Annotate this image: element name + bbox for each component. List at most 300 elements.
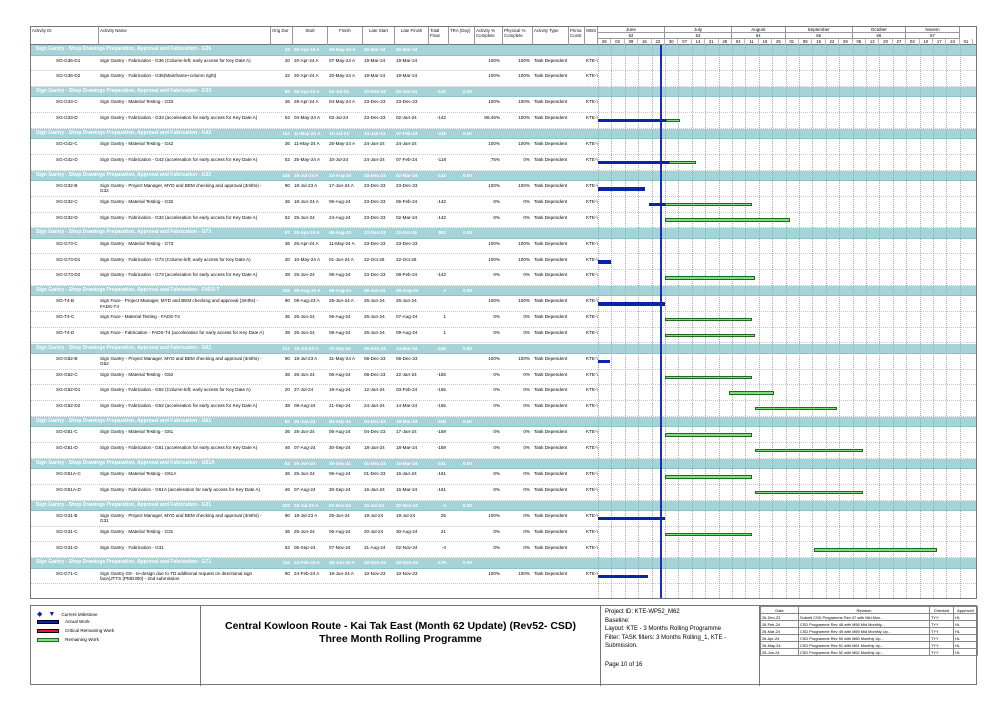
activity-row[interactable] bbox=[31, 239, 977, 255]
late-start-cell: 19-Mar-24 bbox=[364, 47, 386, 52]
finish-cell: 24-Aug-24 bbox=[329, 214, 351, 220]
group-header-row[interactable] bbox=[31, 459, 977, 470]
tra-cell: 0.00 bbox=[463, 230, 472, 236]
total-float-cell: -161 bbox=[436, 460, 446, 466]
start-cell: 25-Jun-24 bbox=[294, 418, 316, 424]
group-name: Sign Gantry - Shop Drawings Preparation, Approval and Fabrication - G31 bbox=[36, 501, 212, 508]
title-line-1: Central Kowloon Route - Kai Tak East (Month 62 Update) (Rev52- CSD) bbox=[224, 620, 576, 632]
total-float-cell: -142 bbox=[436, 172, 446, 178]
actual-work-bar[interactable] bbox=[598, 360, 610, 364]
late-finish-cell: 02-Jan-24 bbox=[396, 115, 417, 121]
remaining-work-bar[interactable] bbox=[665, 276, 755, 280]
orig-dur-cell: 90 bbox=[284, 183, 290, 189]
activity-row[interactable] bbox=[31, 469, 977, 485]
revision-row bbox=[761, 628, 978, 635]
rev-col-checked: Checked bbox=[930, 607, 954, 614]
physical-pct-cell: 0% bbox=[523, 329, 530, 335]
gantt-gridline bbox=[786, 45, 787, 599]
programme-title bbox=[201, 606, 601, 686]
total-float-cell bbox=[429, 56, 447, 71]
late-start-cell: 18-Jan-24 bbox=[364, 445, 385, 450]
physical-pct-cell: 0% bbox=[523, 214, 530, 220]
revision-row bbox=[761, 621, 978, 628]
wbs-cell: KTE-\ bbox=[586, 240, 598, 246]
late-start-cell: 23-Dec-23 bbox=[364, 99, 386, 105]
activity-pct-cell: 100% bbox=[488, 141, 500, 147]
group-header-row[interactable] bbox=[31, 45, 977, 56]
physical-pct-cell: 100% bbox=[518, 183, 530, 189]
group-header-row[interactable] bbox=[31, 87, 977, 98]
timeline-week: 27 bbox=[893, 39, 906, 45]
start-cell: 26-Apr-24 A bbox=[294, 99, 319, 105]
actual-work-bar[interactable] bbox=[598, 161, 669, 165]
activity-name-cell: Sign Gantry - Fabrication - G31 bbox=[100, 544, 164, 550]
timeline-week: 25 bbox=[772, 39, 785, 45]
late-start-cell: 31-Aug-24 bbox=[364, 544, 386, 550]
schedule-sheet bbox=[30, 26, 977, 599]
actual-work-bar[interactable] bbox=[598, 302, 665, 306]
remaining-work-bar[interactable] bbox=[669, 161, 696, 165]
start-cell: 25-Jun-24 bbox=[294, 471, 315, 477]
col-activity-name[interactable]: Activity Name bbox=[99, 27, 271, 45]
activity-id-cell: SG-G61A-D bbox=[56, 486, 81, 492]
late-start-cell: 23-Dec-23 bbox=[364, 214, 386, 220]
tra-cell: 0.00 bbox=[463, 345, 472, 351]
physical-pct-cell: 0% bbox=[523, 486, 530, 492]
late-finish-cell: 19-Mar-24 bbox=[396, 47, 418, 52]
activity-id-cell: SG-G73-C bbox=[56, 240, 78, 246]
finish-cell: 20-May-24 A bbox=[329, 73, 356, 79]
baseline: Baseline: bbox=[605, 617, 630, 624]
activity-name-cell: Sign Gantry - Fabrication - G62 (Column-left; early access for Key Date A) bbox=[100, 387, 251, 393]
remaining-work-bar[interactable] bbox=[755, 407, 837, 411]
activity-row[interactable] bbox=[31, 155, 977, 171]
orig-dur-cell: 38 bbox=[284, 272, 290, 278]
orig-dur-cell: 46 bbox=[284, 486, 290, 492]
actual-work-bar[interactable] bbox=[598, 119, 666, 123]
activity-type-cell: Task Dependent bbox=[534, 115, 568, 121]
activity-name-cell: Sign Gantry - Material Testing - G33 bbox=[100, 99, 174, 105]
orig-dur-cell: 90 bbox=[284, 298, 290, 304]
timeline-week: 10 bbox=[920, 39, 933, 45]
orig-dur-cell: 52 bbox=[284, 115, 290, 121]
gantt-gridline bbox=[665, 45, 666, 599]
activity-type-cell: Task Dependent bbox=[534, 214, 568, 220]
revision-cell: HL bbox=[954, 621, 978, 628]
activity-row[interactable] bbox=[31, 139, 977, 155]
start-cell: 25-Jun-24 bbox=[294, 314, 315, 320]
late-start-cell: 04-Dec-23 bbox=[364, 429, 386, 435]
start-cell: 20-Apr-24 A bbox=[294, 57, 319, 63]
start-cell: 18-Jul-23 A bbox=[294, 513, 318, 519]
late-finish-cell: 22-Oct-26 bbox=[396, 256, 417, 262]
late-finish-cell: 07-Feb-24 bbox=[396, 157, 418, 162]
orig-dur-cell: 32 bbox=[284, 73, 290, 79]
remaining-work-bar[interactable] bbox=[665, 318, 752, 322]
remaining-work-bar[interactable] bbox=[665, 475, 752, 479]
late-start-cell: 24-Jan-24 bbox=[364, 157, 385, 162]
activity-row[interactable] bbox=[31, 427, 977, 443]
orig-dur-cell: 38 bbox=[284, 403, 290, 409]
activity-row[interactable] bbox=[31, 181, 977, 197]
activity-id-cell: SG-G61-D bbox=[56, 445, 78, 450]
activity-row[interactable] bbox=[31, 511, 977, 527]
revision-cell: TYY bbox=[930, 621, 954, 628]
remaining-work-bar[interactable] bbox=[665, 218, 790, 222]
activity-name-cell: Sign Gantry - Fabrication - G42 (acceleration for early access for Key Date A) bbox=[100, 157, 258, 162]
activity-row[interactable] bbox=[31, 312, 977, 328]
wbs-cell: KTE-\ bbox=[586, 314, 598, 320]
tra-cell bbox=[449, 113, 473, 128]
gantt-gridline bbox=[759, 45, 760, 599]
late-start-cell: 08-Dec-23 bbox=[364, 356, 386, 361]
activity-type-cell: Task Dependent bbox=[534, 329, 568, 335]
gantt-gridline bbox=[839, 45, 840, 599]
tra-cell bbox=[449, 270, 473, 285]
late-start-cell: 24-Jan-24 bbox=[364, 130, 386, 136]
legend-critical: Critical Remaining Work bbox=[37, 628, 114, 633]
activity-id-cell: SG-G32-D bbox=[56, 214, 78, 220]
late-finish-cell: 24-Jan-24 bbox=[396, 141, 417, 147]
actual-work-bar[interactable] bbox=[598, 187, 645, 191]
group-header-row[interactable] bbox=[31, 228, 977, 239]
late-finish-cell: 02-Nov-24 bbox=[396, 544, 418, 550]
gantt-gridline bbox=[879, 45, 880, 599]
activity-name-cell: Sign Gantry - Fabrication - G36(Mainframe+column right) bbox=[100, 73, 217, 79]
gantt-gridline bbox=[772, 45, 773, 599]
group-header-row[interactable] bbox=[31, 344, 977, 355]
revision-cell: HL bbox=[954, 649, 978, 656]
activity-type-cell: Task Dependent bbox=[534, 183, 568, 189]
activity-row[interactable] bbox=[31, 197, 977, 213]
total-float-cell bbox=[429, 139, 447, 154]
timeline-month-number: 66 bbox=[853, 33, 907, 39]
late-start-cell: 20-Jul-24 bbox=[364, 528, 384, 534]
wbs-cell: KTE-\ bbox=[586, 445, 598, 450]
physical-pct-cell: 0% bbox=[523, 429, 530, 435]
revision-table bbox=[759, 606, 978, 686]
col-activity-id[interactable]: Activity ID bbox=[31, 27, 99, 45]
late-start-cell: 19-Mar-24 bbox=[364, 57, 386, 63]
col-finish[interactable]: Finish bbox=[328, 27, 363, 45]
late-finish-cell: 18-Mar-24 bbox=[396, 418, 418, 424]
start-cell: 18-Jul-23 A bbox=[294, 183, 318, 189]
tra-cell: 0.00 bbox=[463, 418, 472, 424]
col-primary-const[interactable]: Prima Const bbox=[569, 27, 585, 45]
group-header-row[interactable] bbox=[31, 501, 977, 512]
layout-name: Layout: KTE - 3 Months Rolling Programme bbox=[605, 626, 722, 632]
gantt-gridline bbox=[826, 45, 827, 599]
wbs-cell: KTE-\ bbox=[586, 183, 598, 189]
activity-name-cell: Sign Face - Fabrication - FADS-T4 (acceleration for early access for Key Date A) bbox=[100, 329, 264, 335]
late-finish-cell: 19-Mar-24 bbox=[396, 57, 418, 63]
remaining-work-bar[interactable] bbox=[665, 533, 752, 537]
group-name: Sign Gantry - Shop Drawings Preparation, Approval and Fabrication - G62 bbox=[36, 344, 212, 351]
late-finish-cell: 18-Mar-24 bbox=[396, 445, 418, 450]
activity-row[interactable] bbox=[31, 213, 977, 229]
col-start[interactable]: Start bbox=[293, 27, 328, 45]
orig-dur-cell: 32 bbox=[284, 47, 290, 52]
col-physical-pct[interactable]: Physical % Complete bbox=[503, 27, 533, 45]
total-float-cell: -118 bbox=[437, 157, 446, 162]
orig-dur-cell: 87 bbox=[284, 230, 290, 236]
rev-col-revision: Revision bbox=[799, 607, 930, 614]
orig-dur-cell: 46 bbox=[284, 445, 290, 450]
late-start-cell: 10-Nov-23 bbox=[364, 570, 386, 576]
tra-cell bbox=[449, 485, 473, 500]
late-finish-cell: 22-Jan-24 bbox=[396, 371, 417, 377]
gantt-gridline bbox=[625, 45, 626, 599]
col-activity-pct[interactable]: Activity % Complete bbox=[475, 27, 503, 45]
activity-name-cell: Sign Gantry - Material Testing - G42 bbox=[100, 141, 174, 147]
total-float-cell bbox=[429, 71, 447, 86]
activity-id-cell: SG-G33-D bbox=[56, 115, 78, 121]
revision-cell: 26-Feb-24 bbox=[761, 621, 799, 628]
finish-cell: 21-Sep-24 bbox=[329, 345, 351, 351]
revision-cell: HL bbox=[954, 614, 978, 621]
finish-cell: 30-Sep-24 bbox=[329, 486, 351, 492]
group-name: Sign Gantry - Shop Drawings Preparation, Approval and Fabrication - G73 bbox=[36, 229, 212, 236]
page-number: Page 10 of 16 bbox=[605, 661, 643, 668]
total-float-cell: -176 bbox=[436, 560, 446, 566]
activity-row[interactable] bbox=[31, 328, 977, 344]
remaining-work-bar[interactable] bbox=[755, 491, 864, 495]
revision-row bbox=[761, 635, 978, 642]
start-cell: 04-May-24 A bbox=[294, 115, 321, 121]
wbs-cell: KTE-\ bbox=[586, 371, 598, 377]
actual-work-bar[interactable] bbox=[598, 517, 665, 521]
late-start-cell: 23-Dec-23 bbox=[364, 88, 386, 94]
activity-row[interactable] bbox=[31, 354, 977, 370]
timeline-week: 18 bbox=[759, 39, 772, 45]
tra-cell: 0.00 bbox=[463, 130, 472, 136]
activity-id-cell: SG-G62-C bbox=[56, 371, 78, 377]
timeline-week: 17 bbox=[933, 39, 946, 45]
col-orig-dur[interactable]: Orig Dur bbox=[271, 27, 293, 45]
col-activity-type[interactable]: Activity Type bbox=[533, 27, 569, 45]
group-header-row[interactable] bbox=[31, 558, 977, 569]
finish-cell: 10-Jul-24 bbox=[329, 130, 349, 136]
group-header-row[interactable] bbox=[31, 417, 977, 428]
activity-pct-cell: 0% bbox=[493, 314, 500, 320]
timeline-week: 21 bbox=[705, 39, 718, 45]
gantt-gridline bbox=[705, 45, 706, 599]
tra-cell bbox=[449, 328, 473, 343]
gantt-gridline bbox=[719, 45, 720, 599]
activity-row[interactable] bbox=[31, 56, 977, 72]
late-start-cell: 26-Jun-24 bbox=[364, 314, 385, 320]
remaining-work-bar[interactable] bbox=[666, 119, 679, 123]
activity-id-cell: SG-G61-C bbox=[56, 429, 78, 435]
col-tra-day[interactable]: TRA (Day) bbox=[449, 27, 475, 45]
orig-dur-cell: 52 bbox=[284, 157, 290, 162]
late-finish-cell: 09-Aug-24 bbox=[396, 287, 419, 293]
remaining-work-bar[interactable] bbox=[665, 334, 755, 338]
total-float-cell: -142 bbox=[436, 272, 446, 278]
col-late-start[interactable]: Late Start bbox=[363, 27, 395, 45]
activity-id-cell: SG-G36-D1 bbox=[56, 57, 81, 63]
finish-cell: 09-Aug-24 bbox=[329, 287, 352, 293]
late-finish-cell: 08-Feb-24 bbox=[396, 272, 418, 278]
orig-dur-cell: 36 bbox=[284, 371, 290, 377]
col-total-float[interactable]: Total Float bbox=[429, 27, 449, 45]
wbs-cell: KTE-\ bbox=[586, 214, 598, 220]
col-wbs[interactable]: WBS bbox=[585, 27, 598, 45]
activity-id-cell: SG-T4-D bbox=[56, 329, 75, 335]
remaining-bar-swatch bbox=[37, 638, 59, 642]
group-header-row[interactable] bbox=[31, 286, 977, 297]
tra-cell bbox=[449, 427, 473, 442]
total-float-cell: 1 bbox=[443, 314, 446, 320]
physical-pct-cell: 100% bbox=[518, 115, 530, 121]
gantt-gridline bbox=[893, 45, 894, 599]
remaining-work-bar[interactable] bbox=[755, 449, 864, 453]
wbs-cell: KTE-\ bbox=[586, 272, 598, 278]
tra-cell bbox=[449, 312, 473, 327]
orig-dur-cell: 90 bbox=[284, 356, 290, 361]
remaining-work-bar[interactable] bbox=[665, 376, 752, 380]
activity-pct-cell: 100% bbox=[488, 57, 500, 63]
group-name: Sign Gantry - Shop Drawings Preparation, Approval and Fabrication - G61A bbox=[36, 459, 215, 466]
activity-row[interactable] bbox=[31, 71, 977, 87]
activity-type-cell: Task Dependent bbox=[534, 429, 568, 435]
timeline-week: 20 bbox=[879, 39, 892, 45]
legend-actual: Actual Work bbox=[37, 619, 90, 624]
gantt-gridline bbox=[933, 45, 934, 599]
timeline-week: 06 bbox=[853, 39, 866, 45]
gantt-gridline bbox=[920, 45, 921, 599]
activity-row[interactable] bbox=[31, 97, 977, 113]
remaining-work-bar[interactable] bbox=[729, 391, 773, 395]
gantt-gridline bbox=[611, 45, 612, 599]
activity-id-cell: SG-G61A-C bbox=[56, 471, 81, 477]
project-info bbox=[605, 608, 755, 669]
tra-cell bbox=[449, 511, 473, 526]
physical-pct-cell: 0% bbox=[523, 544, 530, 550]
late-finish-cell: 23-Dec-23 bbox=[396, 183, 418, 189]
activity-pct-cell: 0% bbox=[493, 544, 500, 550]
activity-row[interactable] bbox=[31, 296, 977, 312]
tra-cell bbox=[449, 181, 473, 196]
group-header-row[interactable] bbox=[31, 171, 977, 182]
finish-cell: 07-May-24 A bbox=[329, 57, 356, 63]
col-late-finish[interactable]: Late Finish bbox=[395, 27, 429, 45]
revision-cell: CSD Programme Rev 52 with M62 Monthly Up... bbox=[799, 649, 930, 656]
tra-cell bbox=[449, 527, 473, 542]
activity-type-cell: Task Dependent bbox=[534, 544, 568, 550]
revision-cell: TYY bbox=[930, 614, 954, 621]
tra-cell bbox=[449, 443, 473, 458]
activity-type-cell: Task Dependent bbox=[534, 272, 568, 278]
physical-pct-cell: 0% bbox=[523, 157, 530, 162]
revision-cell: TYY bbox=[930, 642, 954, 649]
group-name: Sign Gantry - Shop Drawings Preparation, Approval and Fabrication - G71 bbox=[36, 559, 212, 566]
remaining-work-bar[interactable] bbox=[665, 203, 752, 207]
activity-type-cell: Task Dependent bbox=[534, 99, 568, 105]
activity-id-cell: SG-G36-D2 bbox=[56, 73, 81, 79]
start-cell: 24-Feb-24 A bbox=[294, 570, 320, 576]
rev-col-date: Date bbox=[761, 607, 799, 614]
activity-id-cell: SG-G71-C bbox=[56, 570, 78, 576]
activity-pct-cell: 0% bbox=[493, 429, 500, 435]
wbs-cell: KTE-\ bbox=[586, 544, 598, 550]
revision-cell: 25-Jun-24 bbox=[761, 649, 799, 656]
physical-pct-cell: 100% bbox=[518, 141, 530, 147]
remaining-work-bar[interactable] bbox=[665, 433, 752, 437]
tra-cell bbox=[449, 569, 473, 584]
activity-row[interactable] bbox=[31, 569, 977, 585]
late-start-cell: 19-Jul-24 bbox=[364, 513, 384, 519]
activity-pct-cell: 100% bbox=[488, 356, 500, 361]
timeline-week: 22 bbox=[826, 39, 839, 45]
activity-row[interactable] bbox=[31, 527, 977, 543]
orig-dur-cell: 88 bbox=[284, 88, 290, 94]
title-line-2: Three Month Rolling Programme bbox=[319, 633, 482, 645]
late-start-cell: 23-Dec-23 bbox=[364, 183, 386, 189]
start-cell: 09-Aug-23 A bbox=[294, 287, 321, 293]
tra-cell bbox=[449, 197, 473, 212]
group-header-row[interactable] bbox=[31, 129, 977, 140]
actual-work-bar[interactable] bbox=[649, 203, 665, 207]
total-float-cell bbox=[429, 181, 447, 196]
activity-row[interactable] bbox=[31, 255, 977, 271]
total-float-cell: -4 bbox=[441, 502, 446, 508]
tra-cell bbox=[449, 354, 473, 369]
activity-type-cell: Task Dependent bbox=[534, 445, 568, 450]
milestone-icon: ▼ bbox=[48, 610, 56, 618]
actual-work-bar[interactable] bbox=[598, 575, 648, 579]
actual-work-bar[interactable] bbox=[598, 260, 611, 264]
late-finish-cell: 07-Feb-24 bbox=[396, 130, 418, 136]
total-float-cell bbox=[429, 97, 447, 112]
finish-cell: 30-Sep-24 bbox=[329, 445, 351, 450]
activity-rows bbox=[31, 45, 977, 599]
activity-row[interactable] bbox=[31, 270, 977, 286]
gantt-gridline bbox=[799, 45, 800, 599]
revision-cell: TYY bbox=[930, 635, 954, 642]
late-start-cell: 08-Dec-23 bbox=[364, 345, 386, 351]
activity-name-cell: Sign Face - Material Testing - FADS-T4 bbox=[100, 314, 180, 320]
orig-dur-cell: 36 bbox=[284, 240, 290, 246]
legend-remaining: Remaining Work bbox=[37, 637, 99, 642]
activity-row[interactable] bbox=[31, 385, 977, 401]
timeline-month: Novem bbox=[906, 27, 960, 33]
start-cell: 25-Apr-24 A bbox=[294, 230, 320, 236]
start-cell: 07-Aug-24 bbox=[294, 445, 316, 450]
tra-cell: 0.00 bbox=[463, 88, 472, 94]
activity-pct-cell: 0% bbox=[493, 471, 500, 477]
activity-id-cell: SG-G62-B bbox=[56, 356, 78, 361]
activity-name-cell: Sign Gantry G9 - re-design due to TD additional request on directional sign face(JTTS (PMD300) - 2nd submission bbox=[100, 570, 253, 581]
activity-id-cell: SG-G31-C bbox=[56, 528, 78, 534]
total-float-cell: 802 bbox=[438, 230, 446, 236]
activity-row[interactable] bbox=[31, 113, 977, 129]
remaining-work-bar[interactable] bbox=[814, 548, 937, 552]
total-float-cell: -161 bbox=[436, 471, 446, 477]
activity-row[interactable] bbox=[31, 370, 977, 386]
physical-pct-cell: 0% bbox=[523, 371, 530, 377]
timeline-week: 13 bbox=[866, 39, 879, 45]
orig-dur-cell: 52 bbox=[284, 214, 290, 220]
finish-cell: 06-Aug-24 bbox=[329, 471, 351, 477]
gantt-gridline bbox=[638, 45, 639, 599]
total-float-cell: -118 bbox=[437, 130, 446, 136]
activity-type-cell: Task Dependent bbox=[534, 198, 568, 204]
late-finish-cell: 02-Mar-24 bbox=[396, 214, 418, 220]
physical-pct-cell: 0% bbox=[523, 403, 530, 409]
total-float-cell: -159 bbox=[436, 418, 446, 424]
activity-name-cell: Sign Gantry - Fabrication - G73 (Column-left; early access for Key Date A) bbox=[100, 256, 251, 262]
